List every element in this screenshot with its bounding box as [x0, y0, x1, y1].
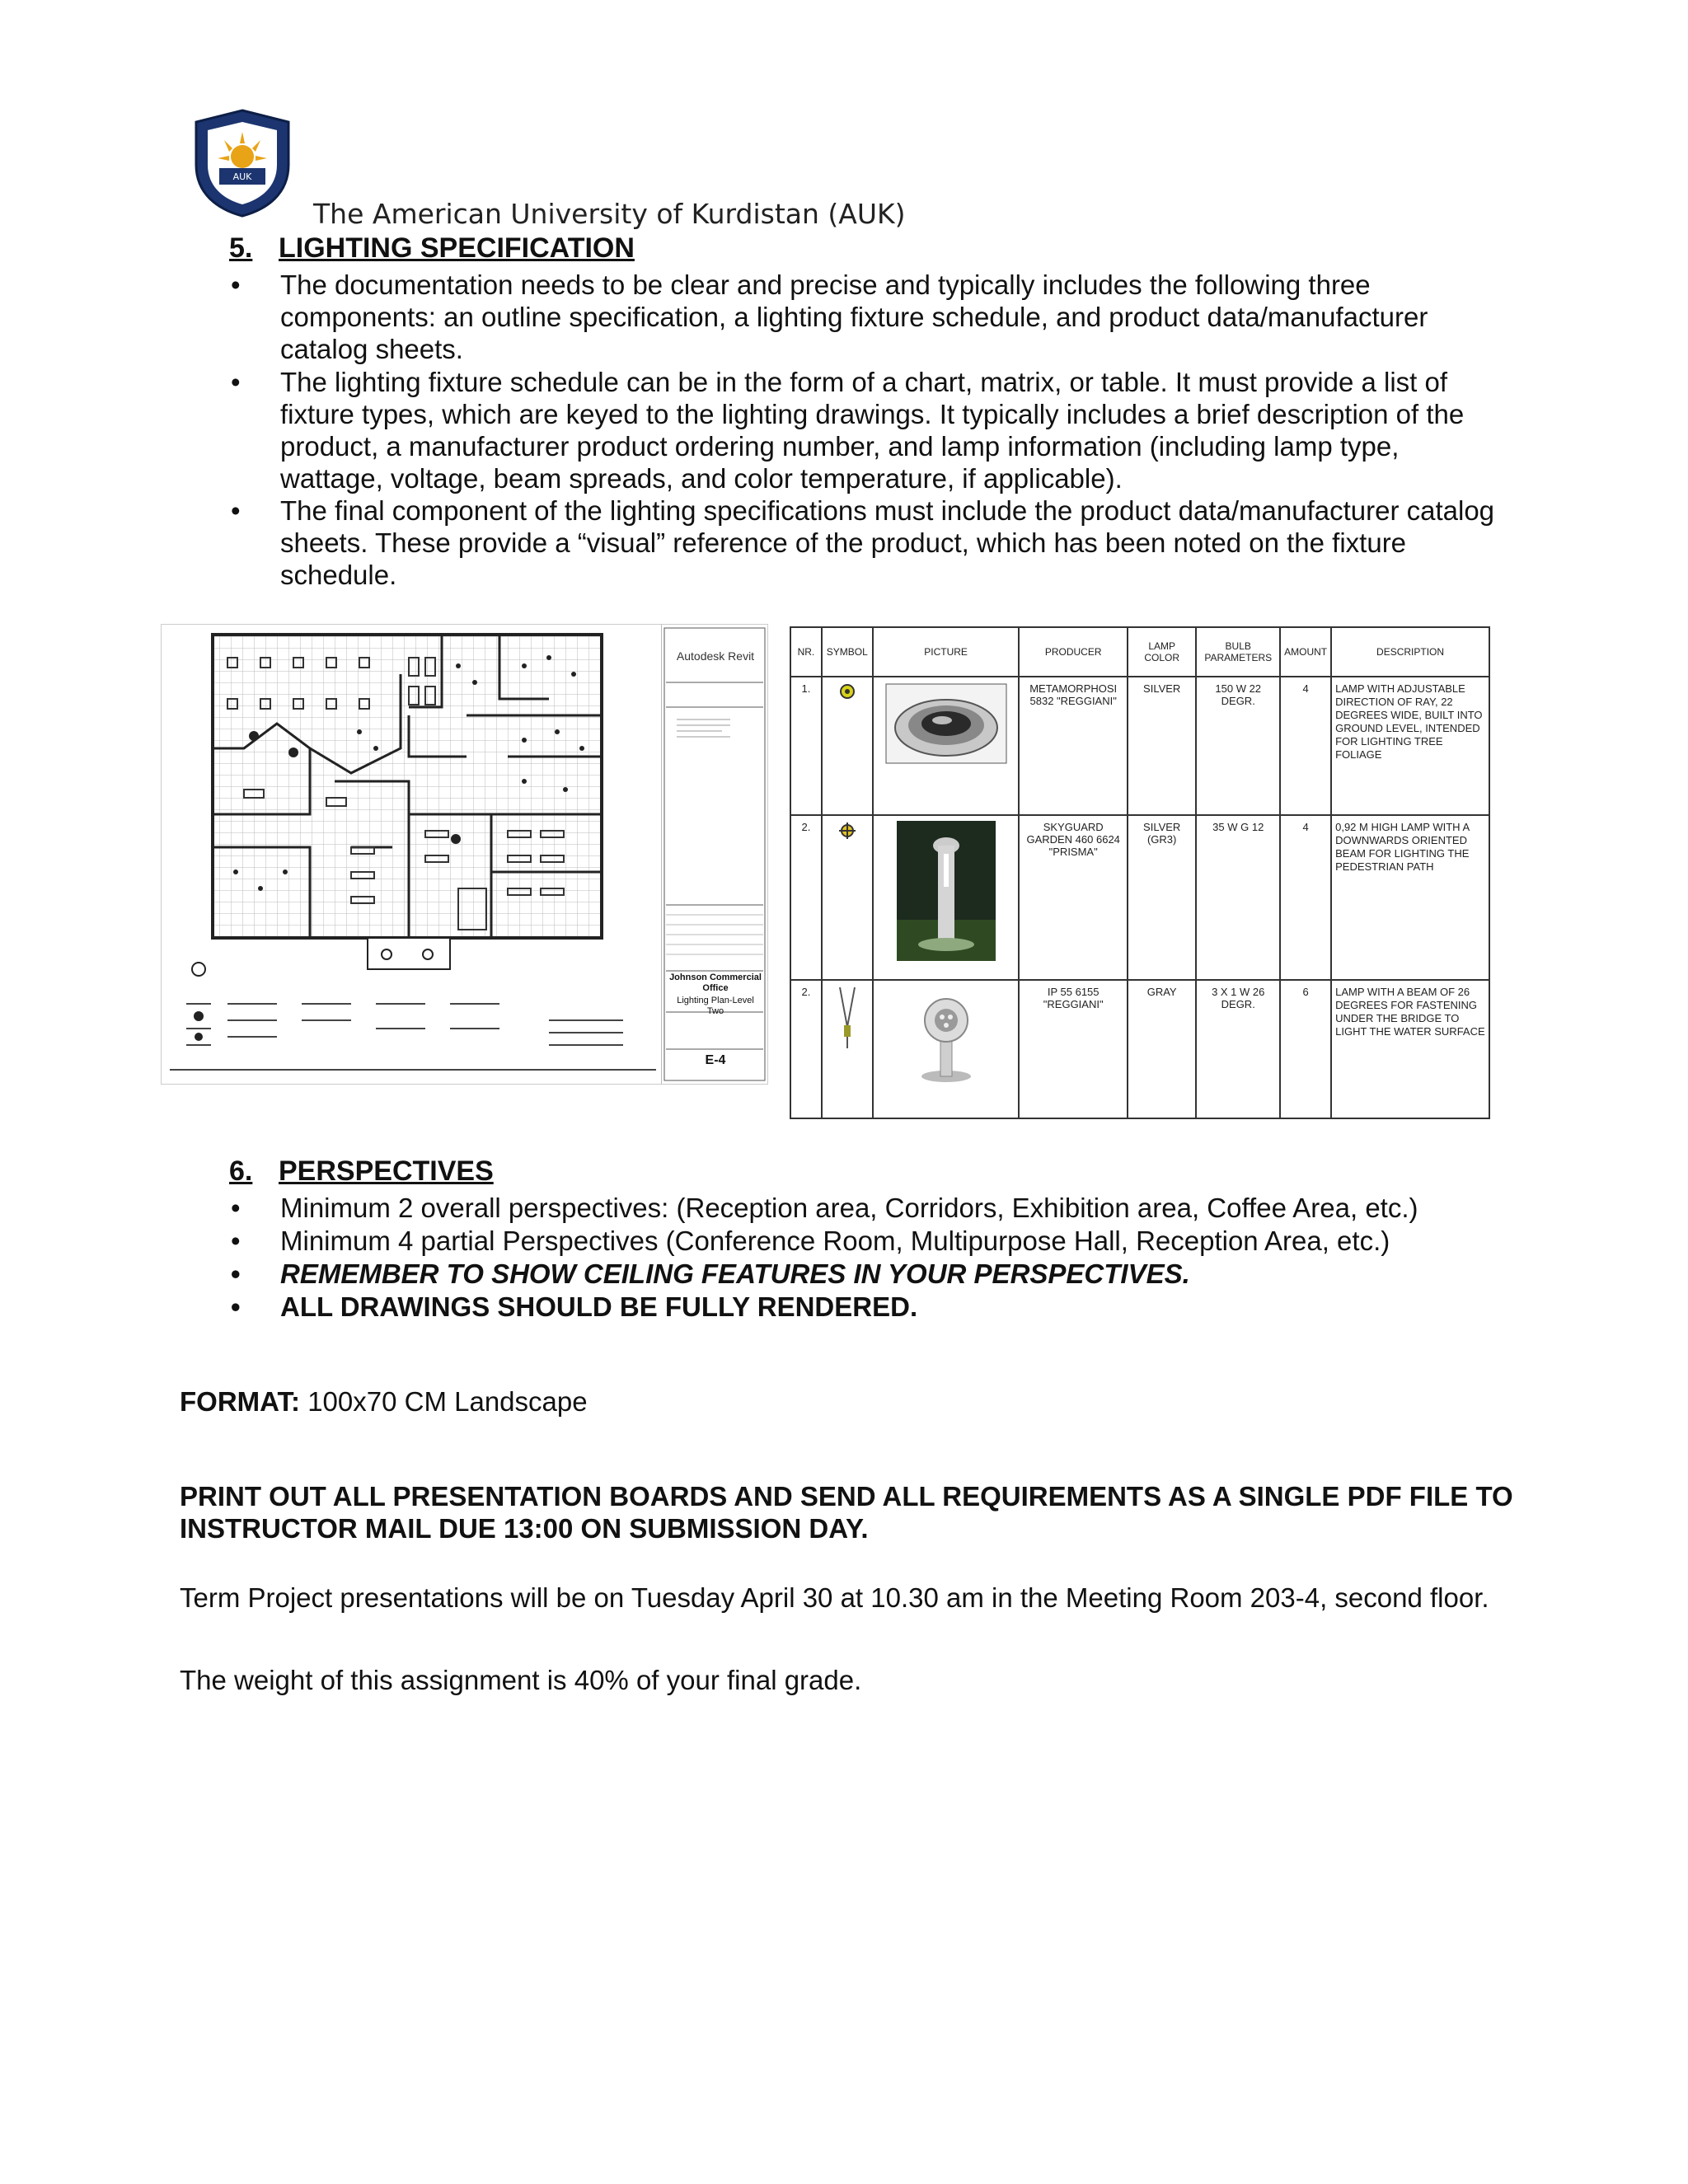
university-name: The American University of Kurdistan (AUK): [313, 198, 906, 230]
nr-cell: 2.: [790, 980, 822, 1118]
header-cell: NR.: [790, 627, 822, 677]
bulb-cell: 35 W G 12: [1196, 815, 1280, 980]
section-number: 5.: [229, 232, 253, 264]
revit-brand: Autodesk Revit: [676, 649, 755, 663]
project-name: Johnson Commercial Office: [669, 972, 762, 993]
weight-note: The weight of this assignment is 40% of your final grade.: [180, 1665, 862, 1695]
bullet-item: • ALL DRAWINGS SHOULD BE FULLY RENDERED.: [231, 1291, 918, 1322]
header-cell: AMOUNT: [1280, 627, 1331, 677]
section-title: LIGHTING SPECIFICATION: [279, 232, 635, 264]
format-value: 100x70 CM Landscape: [307, 1386, 588, 1417]
format-label: FORMAT:: [180, 1386, 301, 1417]
picture-cell: [873, 677, 1020, 815]
producer-cell: IP 55 6155 "REGGIANI": [1019, 980, 1128, 1118]
ground-light-symbol-icon: [838, 682, 856, 701]
color-cell: GRAY: [1128, 980, 1196, 1118]
symbol-cell: [822, 677, 873, 815]
bulb-cell: 3 X 1 W 26 DEGR.: [1196, 980, 1280, 1118]
table-row: [790, 980, 1489, 1118]
submission-notice: PRINT OUT ALL PRESENTATION BOARDS AND SEND ALL REQUIREMENTS AS A SINGLE PDF FILE TO INSTRUCTOR MAIL DUE 13:00 ON SUBMISSION DAY.: [180, 1481, 1513, 1544]
producer-cell: SKYGUARD GARDEN 460 6624 "PRISMA": [1019, 815, 1128, 980]
fixture-schedule: [790, 626, 1490, 1084]
section-number: 6.: [229, 1155, 253, 1187]
bullet-item: • Minimum 2 overall perspectives: (Reception area, Corridors, Exhibition area, Coffee Area, etc.): [231, 1193, 1418, 1223]
section-title: PERSPECTIVES: [279, 1155, 494, 1187]
amount-cell: 4: [1280, 815, 1331, 980]
description-cell: LAMP WITH A BEAM OF 26 DEGREES FOR FASTENING UNDER THE BRIDGE TO LIGHT THE WATER SURFACE: [1331, 980, 1489, 1118]
symbol-cell: [822, 980, 873, 1118]
description-cell: LAMP WITH ADJUSTABLE DIRECTION OF RAY, 22 DEGREES WIDE, BUILT INTO GROUND LEVEL, INTENDED FOR LIGHTING TREE FOLIAGE: [1331, 677, 1489, 815]
nr-cell: 1.: [790, 677, 822, 815]
picture-cell: [873, 815, 1020, 980]
section-5-heading: [229, 232, 889, 265]
section-6-heading: [229, 1155, 889, 1188]
amount-cell: 6: [1280, 980, 1331, 1118]
bullet-item: • The documentation needs to be clear and precise and typically includes the following three components: an outline specification, a lighting fixture schedule, and product data/manufacturer catalog sheets.: [231, 269, 1428, 364]
picture-cell: [873, 980, 1020, 1118]
university-logo: [191, 107, 294, 218]
presentation-note: Term Project presentations will be on Tuesday April 30 at 10.30 am in the Meeting Room 203-4, second floor.: [180, 1582, 1489, 1613]
bollard-lamp-picture: [897, 821, 996, 961]
symbol-cell: [822, 815, 873, 980]
description-cell: 0,92 M HIGH LAMP WITH A DOWNWARDS ORIENTED BEAM FOR LIGHTING THE PEDESTRIAN PATH: [1331, 815, 1489, 980]
lighting-plan-drawing: [161, 624, 768, 1085]
color-cell: SILVER (GR3): [1128, 815, 1196, 980]
svg-text:AUK: AUK: [232, 171, 252, 182]
recessed-ground-light-picture: [884, 682, 1008, 765]
bullet-item: • The final component of the lighting specifications must include the product data/manufacturer catalog sheets. These provide a “visual” reference of the product, which has been noted on the fixture schedule.: [231, 495, 1495, 590]
format-line: [180, 1383, 588, 1421]
header-cell: DESCRIPTION: [1331, 627, 1489, 677]
spot-lamp-picture: [901, 986, 992, 1085]
bulb-cell: 150 W 22 DEGR.: [1196, 677, 1280, 815]
schedule-header-row: [790, 627, 1489, 677]
header-cell: LAMP COLOR: [1128, 627, 1196, 677]
amount-cell: 4: [1280, 677, 1331, 815]
producer-cell: METAMORPHOSI 5832 "REGGIANI": [1019, 677, 1128, 815]
header-cell: PRODUCER: [1019, 627, 1128, 677]
header-cell: SYMBOL: [822, 627, 873, 677]
bullet-item: • REMEMBER TO SHOW CEILING FEATURES IN YOUR PERSPECTIVES.: [231, 1258, 1190, 1289]
nr-cell: 2.: [790, 815, 822, 980]
header-cell: PICTURE: [873, 627, 1020, 677]
color-cell: SILVER: [1128, 677, 1196, 815]
bullet-item: • Minimum 4 partial Perspectives (Conference Room, Multipurpose Hall, Reception Area, etc.): [231, 1226, 1390, 1256]
table-row: [790, 815, 1489, 980]
sheet-number: E-4: [705, 1053, 726, 1067]
spot-light-symbol-icon: [835, 986, 860, 1052]
bullet-item: • The lighting fixture schedule can be in the form of a chart, matrix, or table. It must provide a list of fixture types, which are keyed to the lighting drawings. It typically includes a brief description of the product, a manufacturer product ordering number, and lamp information (including lamp type, wattage, voltage, beam spreads, and color temperature, if applicable).: [231, 367, 1465, 494]
bollard-light-symbol-icon: [837, 821, 857, 841]
header-cell: BULB PARAMETERS: [1196, 627, 1280, 677]
table-row: [790, 677, 1489, 815]
sheet-title: Lighting Plan-Level Two: [677, 996, 754, 1016]
